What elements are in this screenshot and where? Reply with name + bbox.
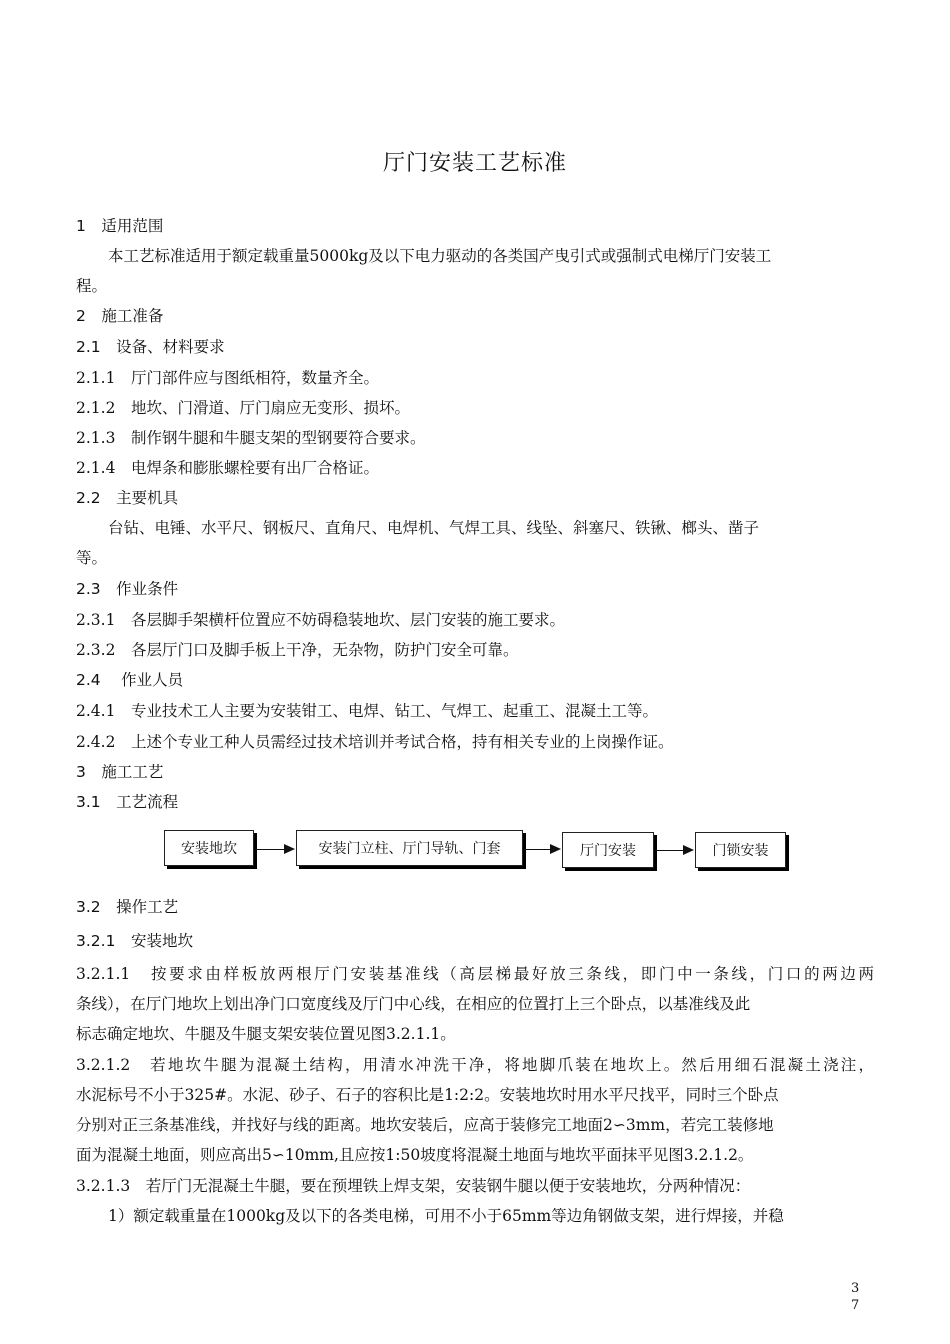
item-2-4-1: 2.4.1 专业技术工人主要为安装钳工、电焊、钻工、气焊工、起重工、混凝土工等。	[76, 702, 658, 720]
paragraph-3-2-1-2-line4: 面为混凝土地面，则应高出5∽10mm,且应按1:50坡度将混凝土地面与地坎平面抹平见图3.2.1.2。	[76, 1146, 754, 1164]
flow-step-1: 安装地坎	[164, 830, 254, 866]
flow-arrow-3	[655, 850, 692, 851]
item-2-3-1: 2.3.1 各层脚手架横杆位置应不妨碍稳装地坎、层门安装的施工要求。	[76, 611, 565, 629]
paragraph-3-2-1-3: 3.2.1.3 若厅门无混凝土牛腿，要在预埋铁上焊支架，安装钢牛腿以便于安装地坎，分两种情况：	[76, 1177, 751, 1195]
flow-step-4: 门锁安装	[695, 832, 786, 868]
flow-step-3: 厅门安装	[562, 832, 654, 868]
flow-arrow-1	[255, 849, 293, 850]
section-2-4-heading: 2.4 作业人员	[76, 671, 184, 689]
section-3-heading: 3 施工工艺	[76, 763, 164, 781]
section-2-2-heading: 2.2 主要机具	[76, 489, 179, 507]
section-2-heading: 2 施工准备	[76, 307, 164, 325]
paragraph-tools-cont: 等。	[76, 549, 108, 567]
item-2-1-2: 2.1.2 地坎、门滑道、厅门扇应无变形、损坏。	[76, 399, 410, 417]
page-number-line1: 3	[851, 1281, 860, 1296]
item-2-1-4: 2.1.4 电焊条和膨胀螺栓要有出厂合格证。	[76, 459, 379, 477]
paragraph-3-2-1-1-line3: 标志确定地坎、牛腿及牛腿支架安装位置见图3.2.1.1。	[76, 1025, 456, 1043]
item-2-1-1: 2.1.1 厅门部件应与图纸相符，数量齐全。	[76, 369, 379, 387]
section-1-heading: 1 适用范围	[76, 217, 164, 235]
document-title: 厅门安装工艺标准	[382, 151, 567, 176]
paragraph-3-2-1-1-line1: 3.2.1.1 按要求由样板放两根厅门安装基准线（高层梯最好放三条线，即门中一条线，门口的两边两	[76, 965, 874, 983]
section-2-1-heading: 2.1 设备、材料要求	[76, 338, 225, 356]
section-3-2-heading: 3.2 操作工艺	[76, 898, 179, 916]
section-3-2-1-heading: 3.2.1 安装地坎	[76, 932, 193, 950]
paragraph-3-2-1-2-line3: 分别对正三条基准线，并找好与线的距离。地坎安装后，应高于装修完工地面2∽3mm，若完工装修地	[76, 1116, 774, 1134]
item-2-1-3: 2.1.3 制作钢牛腿和牛腿支架的型钢要符合要求。	[76, 429, 426, 447]
paragraph-3-2-1-3-item1: 1）额定载重量在1000kg及以下的各类电梯，可用不小于65mm等边角钢做支架，进行焊接，并稳	[108, 1207, 784, 1225]
paragraph-tools: 台钻、电锤、水平尺、钢板尺、直角尺、电焊机、气焊工具、线坠、斜塞尺、铁锹、榔头、凿子	[108, 519, 760, 537]
item-2-4-2: 2.4.2 上述个专业工种人员需经过技术培训并考试合格，持有相关专业的上岗操作证。	[76, 733, 674, 751]
paragraph-3-2-1-1-line2: 条线），在厅门地坎上划出净门口宽度线及厅门中心线，在相应的位置打上三个卧点，以基准线及此	[76, 995, 751, 1013]
paragraph-scope: 本工艺标准适用于额定载重量5000kg及以下电力驱动的各类国产曳引式或强制式电梯厅门安装工	[108, 247, 772, 265]
item-2-3-2: 2.3.2 各层厅门口及脚手板上干净，无杂物，防护门安全可靠。	[76, 641, 519, 659]
paragraph-3-2-1-2-line1: 3.2.1.2 若地坎牛腿为混凝土结构，用清水冲洗干净，将地脚爪装在地坎上。然后用细石混凝土浇注，	[76, 1056, 874, 1074]
paragraph-scope-cont: 程。	[76, 277, 108, 295]
flow-arrow-2	[524, 849, 559, 850]
flow-step-2: 安装门立柱、厅门导轨、门套	[296, 830, 523, 866]
paragraph-3-2-1-2-line2: 水泥标号不小于325#。水泥、砂子、石子的容积比是1:2:2。安装地坎时用水平尺找平，同时三个卧点	[76, 1086, 779, 1104]
page-number-line2: 7	[851, 1298, 860, 1313]
section-3-1-heading: 3.1 工艺流程	[76, 793, 179, 811]
section-2-3-heading: 2.3 作业条件	[76, 580, 179, 598]
